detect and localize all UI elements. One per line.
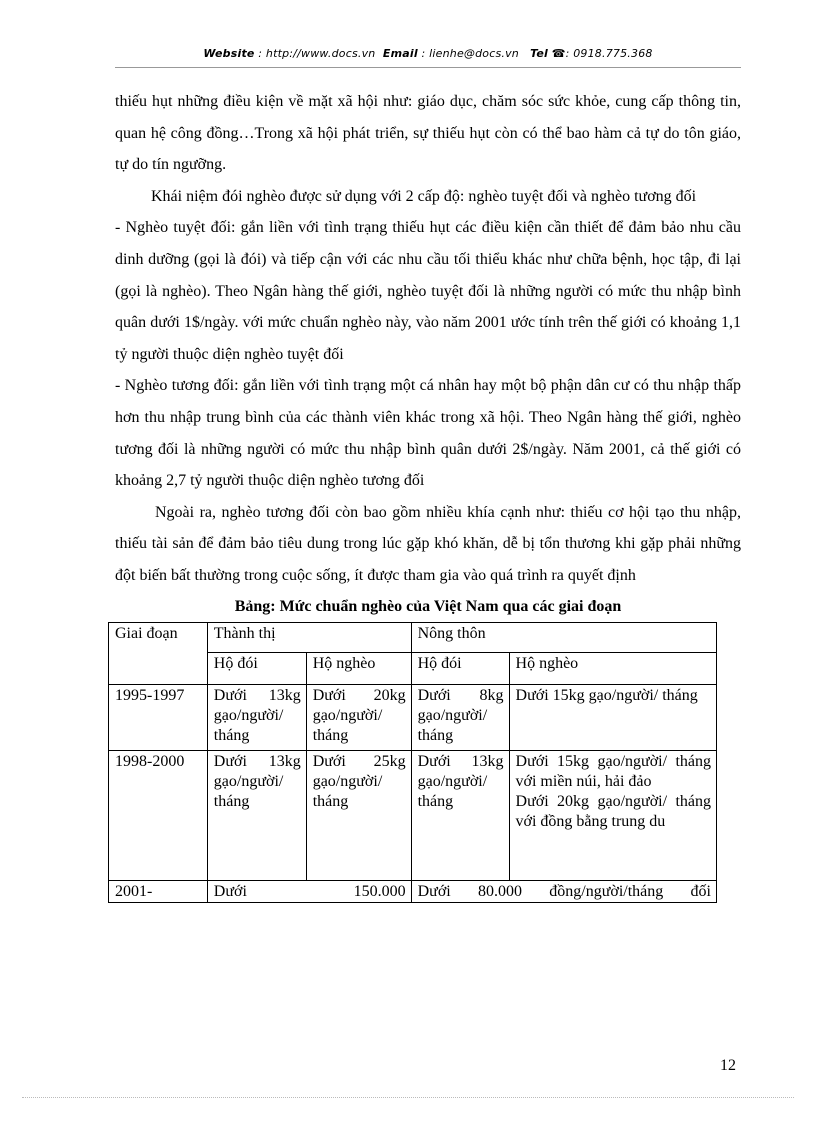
cell-rural-hungry: Dưới 13kg gạo/người/ tháng xyxy=(411,750,509,880)
table-row xyxy=(109,880,717,902)
cell-urban-hungry: Dưới 13kg gạo/người/ tháng xyxy=(207,750,306,880)
document-body xyxy=(115,86,741,903)
cell-period: 1998-2000 xyxy=(109,750,208,880)
cell-urban-prefix: Dưới xyxy=(213,882,247,900)
header-period: Giai đoạn xyxy=(109,622,208,684)
cell-period: 1995-1997 xyxy=(109,684,208,750)
paragraph-5: Ngoài ra, nghèo tương đối còn bao gồm nhiều khía cạnh như: thiếu cơ hội tạo thu nhập, thiếu tài sản để đảm bảo tiêu dung trong lúc gặp khó khăn, dễ bị tổn thương khi gặp phải những đột biến bất thường trong cuộc sống, ít được tham gia vào quá trình ra quyết định xyxy=(115,503,741,584)
subheader-rural-hungry: Hộ đói xyxy=(411,652,509,684)
paragraph-1: thiếu hụt những điều kiện về mặt xã hội như: giáo dục, chăm sóc sức khỏe, cung cấp thông tin, quan hệ công đồng…Trong xã hội phát triển, sự thiếu hụt còn có thể bao hàm cả tự do tôn giáo, tự do tín ngưỡng. xyxy=(115,93,741,174)
header-divider xyxy=(115,67,741,68)
subheader-rural-poor: Hộ nghèo xyxy=(509,652,716,684)
paragraph-relative-poverty: - Nghèo tương đối: gắn liền với tình trạng một cá nhân hay một bộ phận dân cư có thu nhập thấp hơn thu nhập trung bình của các thành viên khác trong xã hội. Theo Ngân hàng thế giới, nghèo tương đối là những người có mức thu nhập bình quân dưới 2$/ngày. Năm 2001, cả thế giới có khoảng 2,7 tỷ người thuộc diện nghèo tương đối xyxy=(115,377,741,490)
subheader-urban-hungry: Hộ đói xyxy=(207,652,306,684)
cell-urban-amount: 150.000 xyxy=(353,882,406,900)
email-label: Email xyxy=(382,47,418,60)
cell-rural: Dưới 80.000 đồng/người/tháng đối xyxy=(411,880,716,902)
cell-rural-poor: Dưới 15kg gạo/người/ tháng xyxy=(509,684,716,750)
paragraph-2: Khái niệm đói nghèo được sử dụng với 2 cấp độ: nghèo tuyệt đối và nghèo tương đối xyxy=(151,187,697,205)
table-title: Bảng: Mức chuẩn nghèo của Việt Nam qua các giai đoạn xyxy=(234,597,622,615)
footer-divider xyxy=(22,1097,794,1098)
cell-urban xyxy=(207,880,411,902)
subheader-urban-poor: Hộ nghèo xyxy=(306,652,411,684)
page-header xyxy=(115,47,741,60)
page-number: 12 xyxy=(720,1057,736,1074)
cell-urban-hungry: Dưới 13kg gạo/người/ tháng xyxy=(207,684,306,750)
email-value: : lienhe@docs.vn xyxy=(421,47,519,60)
paragraph-absolute-poverty: - Nghèo tuyệt đối: gắn liền với tình trạng thiếu hụt các điều kiện cần thiết để đảm bảo nhu cầu dinh dưỡng (gọi là đói) và tiếp cận với các nhu cầu tối thiểu khác như chữa bệnh, học tập, đi lại (gọi là nghèo). Theo Ngân hàng thế giới, nghèo tuyệt đối là những người có mức thu nhập bình quân dưới 1$/ngày. với mức chuẩn nghèo này, vào năm 2001 ước tính trên thế giới có khoảng 1,1 tỷ người thuộc diện nghèo tuyệt đối xyxy=(115,219,741,363)
cell-urban-poor: Dưới 20kg gạo/người/ tháng xyxy=(306,684,411,750)
poverty-standard-table xyxy=(108,622,717,903)
table-row xyxy=(109,684,717,750)
rural-poor-mountain: Dưới 15kg gạo/người/ tháng với miền núi, hải đảo xyxy=(515,752,711,790)
header-rural: Nông thôn xyxy=(411,622,716,652)
table-row xyxy=(109,750,717,880)
website-value: : http://www.docs.vn xyxy=(258,47,376,60)
cell-rural-hungry: Dưới 8kg gạo/người/ tháng xyxy=(411,684,509,750)
cell-period: 2001- xyxy=(109,880,208,902)
tel-label: Tel xyxy=(530,47,548,60)
rural-poor-delta: Dưới 20kg gạo/người/ tháng với đồng bằng trung du xyxy=(515,792,711,830)
phone-icon: ☎ xyxy=(551,47,566,60)
website-label: Website xyxy=(203,47,255,60)
table-header-row xyxy=(109,622,717,652)
header-urban: Thành thị xyxy=(207,622,411,652)
tel-value: : 0918.775.368 xyxy=(565,47,653,60)
cell-urban-poor: Dưới 25kg gạo/người/ tháng xyxy=(306,750,411,880)
cell-rural-poor xyxy=(509,750,716,880)
